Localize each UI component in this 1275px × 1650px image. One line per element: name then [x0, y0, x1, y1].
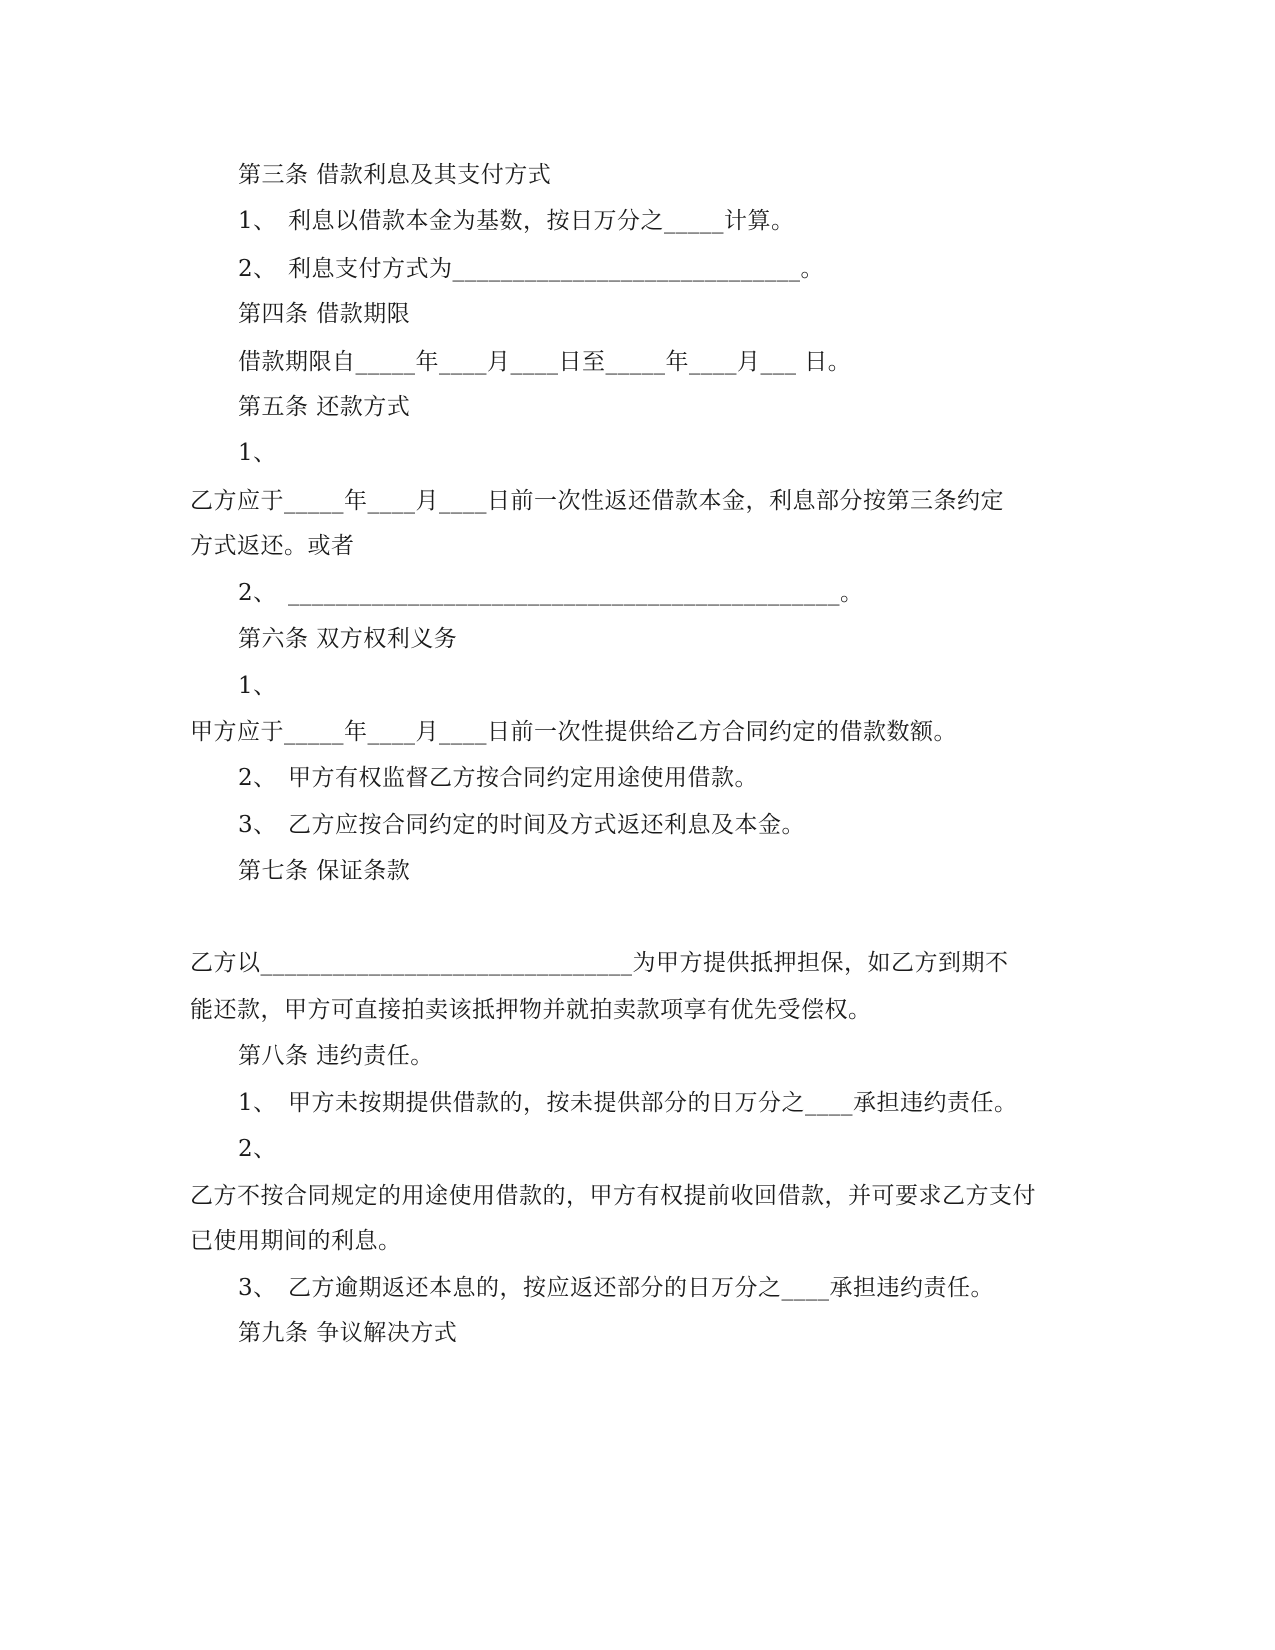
article-5-heading-text: 第五条 还款方式	[238, 394, 411, 420]
article-6-item-2	[238, 763, 758, 793]
item-number: 2、	[238, 580, 277, 606]
guarantee-text: 能还款，甲方可直接拍卖该抵押物并就拍卖款项享有优先受偿权。	[190, 997, 872, 1023]
article-8-item-2-number	[238, 1134, 288, 1164]
article-9-heading	[238, 1318, 457, 1348]
item-text: 已使用期间的利息。	[190, 1228, 402, 1254]
article-7-text-line-2	[190, 995, 872, 1025]
article-7-text-line-1	[190, 948, 1009, 978]
item-text: 乙方逾期返还本息的，按应返还部分的日万分之____承担违约责任。	[288, 1275, 994, 1301]
article-5-item-2	[238, 578, 864, 608]
article-8-item-2-text-line-1	[190, 1181, 1036, 1211]
item-text: 甲方应于_____年____月____日前一次性提供给乙方合同约定的借款数额。	[190, 719, 957, 745]
article-6-item-1-text	[190, 717, 957, 747]
article-8-heading-text: 第八条 违约责任。	[238, 1043, 434, 1069]
item-text: 甲方未按期提供借款的，按未提供部分的日万分之____承担违约责任。	[288, 1090, 1018, 1116]
article-5-item-1-text-line-2	[190, 531, 355, 561]
item-text: 乙方应于_____年____月____日前一次性返还借款本金，利息部分按第三条约定	[190, 488, 1004, 514]
article-5-item-1-text-line-1	[190, 486, 1004, 516]
item-text: 乙方不按合同规定的用途使用借款的，甲方有权提前收回借款，并可要求乙方支付	[190, 1183, 1036, 1209]
article-3-heading-text: 第三条 借款利息及其支付方式	[238, 162, 552, 188]
loan-term-text: 借款期限自_____年____月____日至_____年____月___ 日。	[238, 349, 852, 375]
article-8-item-3	[238, 1273, 994, 1303]
item-number: 1、	[238, 440, 277, 466]
article-4-text	[238, 347, 851, 377]
item-number: 1、	[238, 1090, 277, 1116]
article-7-heading-text: 第七条 保证条款	[238, 858, 411, 884]
item-number: 1、	[238, 673, 277, 699]
article-5-item-1-number	[238, 438, 288, 468]
article-4-heading	[238, 299, 410, 329]
article-5-heading	[238, 392, 410, 422]
item-text: 方式返还。或者	[190, 533, 355, 559]
article-4-heading-text: 第四条 借款期限	[238, 301, 411, 327]
item-number: 3、	[238, 812, 277, 838]
article-3-heading	[238, 160, 551, 190]
guarantee-text: 乙方以_______________________________为甲方提供抵押担保，如乙方到期不	[190, 950, 1009, 976]
article-6-item-1-number	[238, 671, 288, 701]
article-3-item-2	[238, 254, 824, 284]
item-text: 利息支付方式为_____________________________。	[288, 256, 824, 282]
item-text: 甲方有权监督乙方按合同约定用途使用借款。	[288, 765, 758, 791]
article-7-heading	[238, 856, 410, 886]
article-8-item-2-text-line-2	[190, 1226, 402, 1256]
item-text: 乙方应按合同约定的时间及方式返还利息及本金。	[288, 812, 805, 838]
article-8-heading	[238, 1041, 434, 1071]
article-3-item-1	[238, 206, 795, 236]
item-number: 1、	[238, 208, 277, 234]
item-number: 2、	[238, 1136, 277, 1162]
article-8-item-1	[238, 1088, 1018, 1118]
item-number: 3、	[238, 1275, 277, 1301]
article-6-item-3	[238, 810, 805, 840]
article-6-heading	[238, 624, 457, 654]
item-number: 2、	[238, 256, 277, 282]
article-9-heading-text: 第九条 争议解决方式	[238, 1320, 458, 1346]
article-6-heading-text: 第六条 双方权利义务	[238, 626, 458, 652]
item-text: ______________________________________________。	[288, 580, 864, 606]
item-number: 2、	[238, 765, 277, 791]
item-text: 利息以借款本金为基数，按日万分之_____计算。	[288, 208, 795, 234]
